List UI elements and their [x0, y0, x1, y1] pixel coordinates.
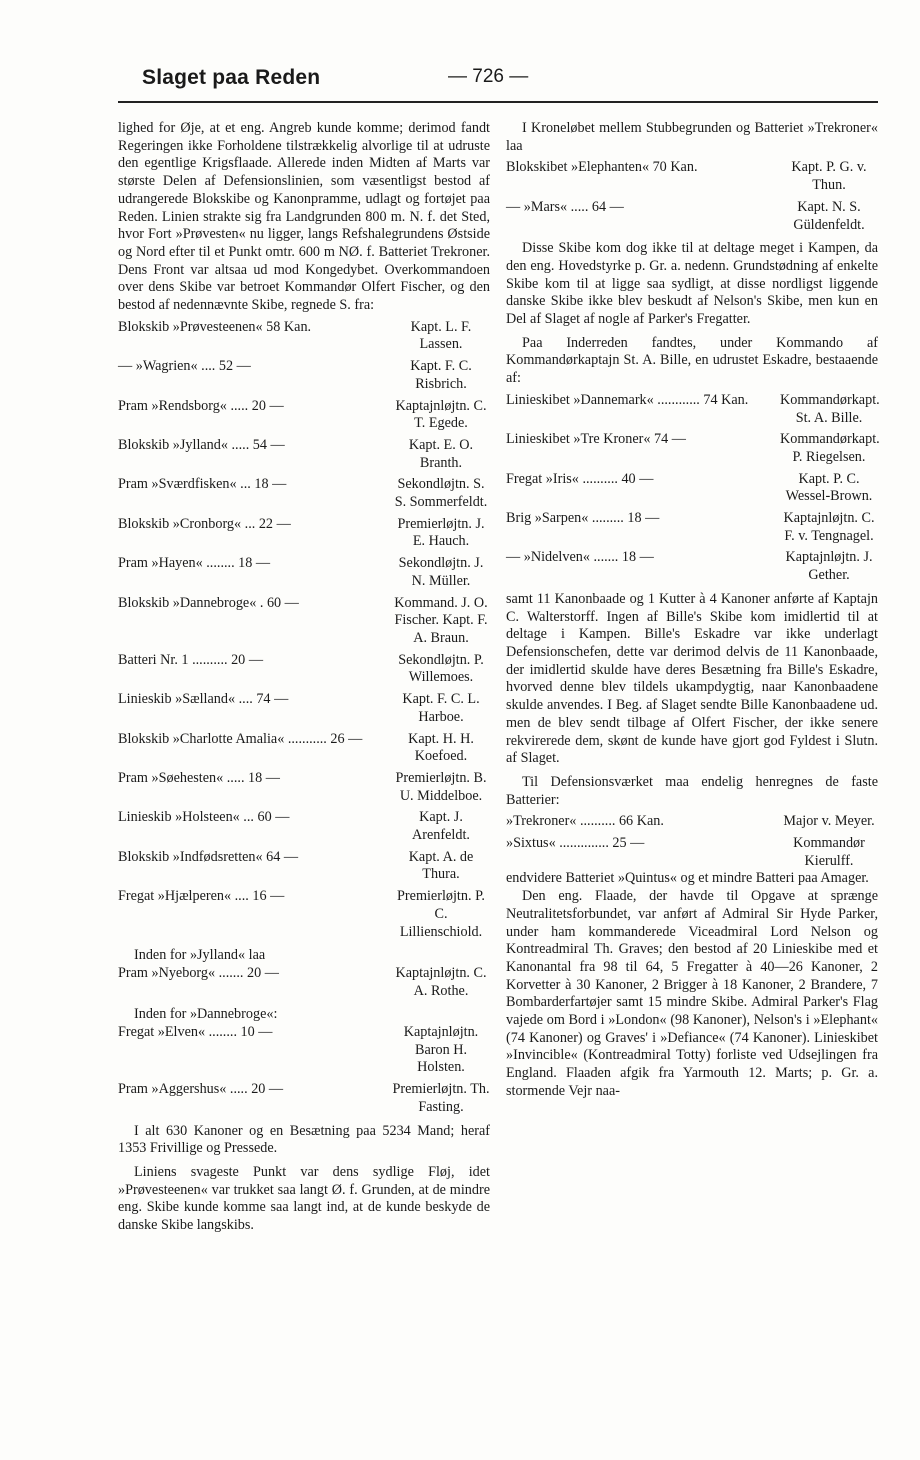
ship-commander: Kaptajnløjtn. J. Gether.: [785, 549, 873, 584]
ship-name: Blokskib »Indfødsretten« 64 —: [118, 848, 299, 865]
ship-name: — »Mars« ..... 64 —: [506, 198, 624, 215]
ship-name: Pram »Nyeborg« ....... 20 —: [118, 964, 279, 981]
ship-commander: Kommandørkapt. P. Riegelsen.: [780, 431, 880, 465]
ship-name: Pram »Hayen« ........ 18 —: [118, 555, 271, 572]
ship-commander: Kaptajnløjtn. C. T. Egede.: [395, 397, 487, 432]
ship-entry: [118, 1081, 490, 1116]
ship-commander: Kapt. P. G. v. Thun.: [791, 159, 867, 194]
page-number: — 726 —: [448, 66, 529, 87]
ship-entry: [118, 595, 490, 648]
ship-commander: Premierløjtn. J. E. Hauch.: [397, 515, 485, 550]
ship-entry: [118, 1024, 490, 1077]
ship-entry: [506, 199, 878, 234]
paragraph: samt 11 Kanonbaade og 1 Kutter à 4 Kanoner anførte af Kaptajn C. Walterstorff. Ingen af Bille's Skibe kom imidlertid til at deltage i Kampen. Bille's Eskadre var ikke underlagt Defensionschefen, dette var derimod delvis de 11 Kanonbaade, der imidlertid skulde have deres Besætning fra Bille's Eskadre, hvorved denne blev tildels ukampdygtig, naar Kanonbaadene skulde anvendes. I Beg. af Slaget sendte Bille Kanonbaadene ud. men de blev sendt tilbage af Olfert Fischer, der ikke senere rekvirerede dem, skønt de kunde have gjort god Fyldest i Slutn. af Slaget.: [506, 590, 878, 767]
ship-commander: Sekondløjtn. P. Willemoes.: [398, 651, 484, 686]
ship-name: — »Wagrien« .... 52 —: [118, 358, 251, 375]
paragraph: endvidere Batteriet »Quintus« og et mindre Batteri paa Amager.: [506, 870, 869, 887]
ship-entry: [118, 849, 490, 884]
ship-commander: Kommandørkapt. St. A. Bille.: [780, 391, 880, 426]
ship-name: Fregat »Iris« .......... 40 —: [506, 470, 654, 487]
ship-commander: Premierløjtn. Th. Fasting.: [392, 1081, 490, 1115]
ship-name: Blokskib »Jylland« ..... 54 —: [118, 436, 285, 453]
ship-commander: Premierløjtn. B. U. Middelboe.: [395, 769, 487, 804]
ship-entry: [118, 809, 490, 844]
ship-name: Linieskib »Holsteen« ... 60 —: [118, 809, 290, 826]
ship-commander: Kaptajnløjtn. C. F. v. Tengnagel.: [783, 510, 875, 544]
left-column: [118, 120, 490, 1235]
ship-commander: Kapt. N. S. Güldenfeldt.: [793, 198, 865, 233]
ship-commander: Kapt. A. de Thura.: [408, 848, 474, 883]
ship-name: Linieskib »Sælland« .... 74 —: [118, 691, 289, 708]
ship-name: Blokskib »Cronborg« ... 22 —: [118, 515, 291, 532]
ship-name: »Sixtus« .............. 25 —: [506, 835, 645, 852]
ship-name: Blokskib »Prøvesteenen« 58 Kan.: [118, 318, 312, 335]
ship-entry: [506, 431, 878, 466]
weak-point-paragraph: Liniens svageste Punkt var dens sydlige Fløj, idet »Prøvesteenen« var trukket saa langt Ø. f. Grunden, at de mindre eng. Skibe kunde komme saa langt ind, at de kunde beskyde de danske Skibe langskibs.: [118, 1163, 490, 1234]
ship-name: Blokskib »Dannebroge« . 60 —: [118, 594, 299, 611]
total-paragraph: I alt 630 Kanoner og en Besætning paa 5234 Mand; heraf 1353 Frivillige og Pressede.: [118, 1122, 490, 1157]
ship-entry: [118, 770, 490, 805]
ship-entry: [118, 437, 490, 472]
running-title: Slaget paa Reden: [142, 66, 321, 89]
ship-entry: [118, 888, 490, 941]
ship-entry: [506, 159, 878, 194]
ship-entry: [506, 813, 878, 831]
ship-entry: [506, 510, 878, 545]
ship-commander: Kapt. E. O. Branth.: [408, 436, 474, 471]
ship-name: Pram »Rendsborg« ..... 20 —: [118, 397, 284, 414]
ship-name: Brig »Sarpen« ......... 18 —: [506, 510, 660, 527]
ship-entry: [506, 835, 878, 870]
ship-entry: [506, 549, 878, 584]
paragraph: Paa Inderreden fandtes, under Kommando af Kommandørkaptajn St. A. Bille, en udrustet Eskadre, bestaaende af:: [506, 334, 878, 387]
ship-name: »Trekroner« .......... 66 Kan.: [506, 813, 664, 830]
ship-commander: Kapt. F. C. L. Harboe.: [402, 691, 480, 725]
subheading: Inden for »Dannebroge«:: [134, 1006, 278, 1023]
intro-paragraph: lighed for Øje, at et eng. Angreb kunde komme; derimod fandt Regeringen ikke Forholdene tilstrækkelig alvorlige til at udruste den egentlige Krigsflaade. Allerede inden Midten af Marts var største Delen af Defensionslinien, som væsentligst bestod af udrangerede Blokskibe og Kanonpramme, udlagt og fortøjet paa Reden. Linien strakte sig fra Landgrunden 800 m. N. f. det Sted, hvor Fort »Prøvesten« nu ligger, langs Refshalegrundens Østside og Nord efter til et Punkt omtr. 600 m NØ. f. Batteriet Trekroner. Dens Front var altsaa ud mod Kongedybet. Overkommandoen over dens Skibe var betroet Kommandør Olfert Fischer, og den bestod af nedennævnte Skibe, regnede S. fra:: [118, 120, 490, 314]
paragraph: Den eng. Flaade, der havde til Opgave at sprænge Neutralitetsforbundet, var anført af Admiral Sir Hyde Parker, under ham kommanderede Viceadmiral Lord Nelson og Kontreadmiral Th. Graves; den bestod af 20 Linieskibe med et Kanonantal fra 98 til 64, 5 Fregatter à 40—26 Kanoner, 2 Korvetter à 30 Kanoner, 2 Brigger à 18 Kanoner, 2 Brandere, 7 Bombarderfartøjer samt 15 mindre Skibe. Admiral Parker's Flag vajede om Bord i »London« (98 Kanoner), Nelson's i »Elephant« (74 Kanoner) og Graves' i »Defiance« (74 Kanoner). Linieskibet »Invincible« (Kontreadmiral Totty) forliste ved Udsejlingen fra England. Flaaden afgik fra Yarmouth 12. Marts; p. Gr. a. stormende Vejr naa-: [506, 888, 878, 1099]
ship-commander: Kapt. P. C. Wessel-Brown.: [785, 470, 873, 505]
ship-name: — »Nidelven« ....... 18 —: [506, 549, 654, 566]
ship-entry: [506, 471, 878, 506]
ship-entry: [118, 476, 490, 511]
ship-entry: [118, 652, 490, 687]
right-column: [506, 120, 878, 1101]
ship-name: Blokskib »Charlotte Amalia« ........... 26 —: [118, 730, 363, 747]
ship-name: Linieskibet »Tre Kroner« 74 —: [506, 431, 686, 448]
ship-entry: [118, 398, 490, 433]
ship-commander: Kapt. H. H. Koefoed.: [408, 730, 474, 765]
ship-entry: [118, 319, 490, 354]
ship-commander: Major v. Meyer.: [783, 813, 875, 830]
ship-commander: Sekondløjtn. J. N. Müller.: [398, 555, 484, 589]
ship-name: Linieskibet »Dannemark« ............ 74 Kan.: [506, 391, 749, 408]
ship-entry: [118, 555, 490, 590]
paragraph: Disse Skibe kom dog ikke til at deltage meget i Kampen, da den eng. Hovedstyrke p. Gr. a. nedenn. Grundstødning af enkelte Skibe kom til at ligge saa sydligt, at disse nordligst liggende danske Skibe ikke blev beskudt af Nelson's Skibe, men kun en Del af Slaget af nogle af Parker's Fregatter.: [506, 240, 878, 328]
ship-commander: Kommand. J. O. Fischer. Kapt. F. A. Braun.: [394, 594, 488, 646]
ship-name: Pram »Aggershus« ..... 20 —: [118, 1081, 284, 1098]
ship-entry: [506, 392, 878, 427]
ship-commander: Kapt. F. C. Risbrich.: [410, 358, 472, 392]
ship-name: Fregat »Elven« ........ 10 —: [118, 1024, 273, 1041]
ship-entry: [118, 965, 490, 1000]
ship-entry: [118, 691, 490, 726]
header-rule: [118, 101, 878, 103]
ship-name: Pram »Sværdfisken« ... 18 —: [118, 476, 287, 493]
ship-entry: [118, 731, 490, 766]
ship-commander: Premierløjtn. P. C. Lillienschiold.: [397, 888, 485, 940]
ship-name: Pram »Søehesten« ..... 18 —: [118, 769, 280, 786]
ship-commander: Kapt. J. Arenfeldt.: [412, 809, 470, 844]
paragraph: I Kroneløbet mellem Stubbegrunden og Batteriet »Trekroner« laa: [506, 120, 878, 154]
ship-commander: Kapt. L. F. Lassen.: [410, 318, 472, 353]
ship-commander: Kaptajnløjtn. C. A. Rothe.: [395, 964, 487, 999]
ship-commander: Kaptajnløjtn. Baron H. Holsten.: [403, 1024, 479, 1076]
ship-commander: Kommandør Kierulff.: [793, 835, 865, 869]
ship-entry: [118, 358, 490, 393]
ship-name: Blokskibet »Elephanten« 70 Kan.: [506, 159, 698, 176]
ship-commander: Sekondløjtn. S. S. Sommerfeldt.: [394, 476, 488, 511]
subheading: Inden for »Jylland« laa: [134, 947, 266, 964]
paragraph: Til Defensionsværket maa endelig henregnes de faste Batterier:: [506, 773, 878, 808]
ship-name: Batteri Nr. 1 .......... 20 —: [118, 651, 264, 668]
page-header: [118, 66, 878, 96]
ship-entry: [118, 516, 490, 551]
ship-name: Fregat »Hjælperen« .... 16 —: [118, 888, 285, 905]
